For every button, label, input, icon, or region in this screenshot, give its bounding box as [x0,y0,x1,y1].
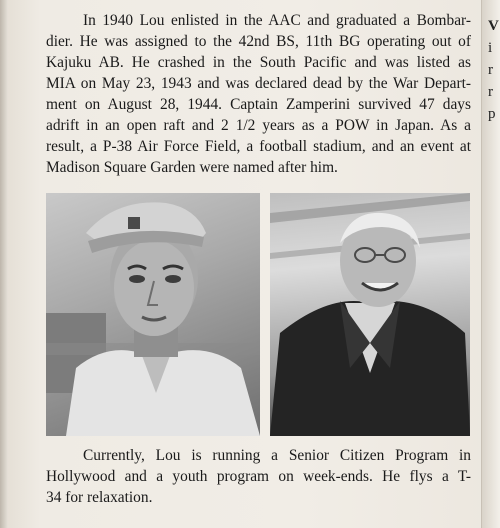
paragraph-line: Hollywood and a youth program on week-ends. He flys a T- [46,468,471,485]
top-paragraph [46,10,471,178]
adjacent-page-text: i [488,40,493,56]
elderly-man-portrait-image [270,193,470,436]
elderly-man-photo [270,193,470,436]
paragraph-line: ment on August 28, 1944. Captain Zamperini survived 47 days [46,96,471,113]
paragraph-line: Madison Square Garden were named after him. [46,159,338,176]
adjacent-page-text: r [488,62,493,78]
paragraph-line: dier. He was assigned to the 42nd BS, 11th BG operating out of [46,33,471,50]
paragraph-line: Kajuku AB. He crashed in the South Pacific and was listed as [46,54,471,71]
paragraph-line: 34 for relaxation. [46,489,153,506]
paragraph-line: adrift in an open raft and 2 1/2 years as a POW in Japan. As a [46,117,471,134]
adjacent-page-text: V [488,18,499,34]
young-officer-photo [46,193,260,436]
paragraph-line: In 1940 Lou enlisted in the AAC and graduated a Bombar- [83,12,471,29]
paragraph-line: MIA on May 23, 1943 and was declared dead by the War Depart- [46,75,471,92]
book-gutter [0,0,8,528]
adjacent-page-edge [481,0,500,528]
young-officer-portrait-image [46,193,260,436]
adjacent-page-text: r [488,84,493,100]
bottom-paragraph [46,445,471,508]
adjacent-page-text: p [488,106,496,122]
paragraph-line: result, a P-38 Air Force Field, a football stadium, and an event at [46,138,471,155]
paragraph-line: Currently, Lou is running a Senior Citizen Program in [83,447,471,464]
